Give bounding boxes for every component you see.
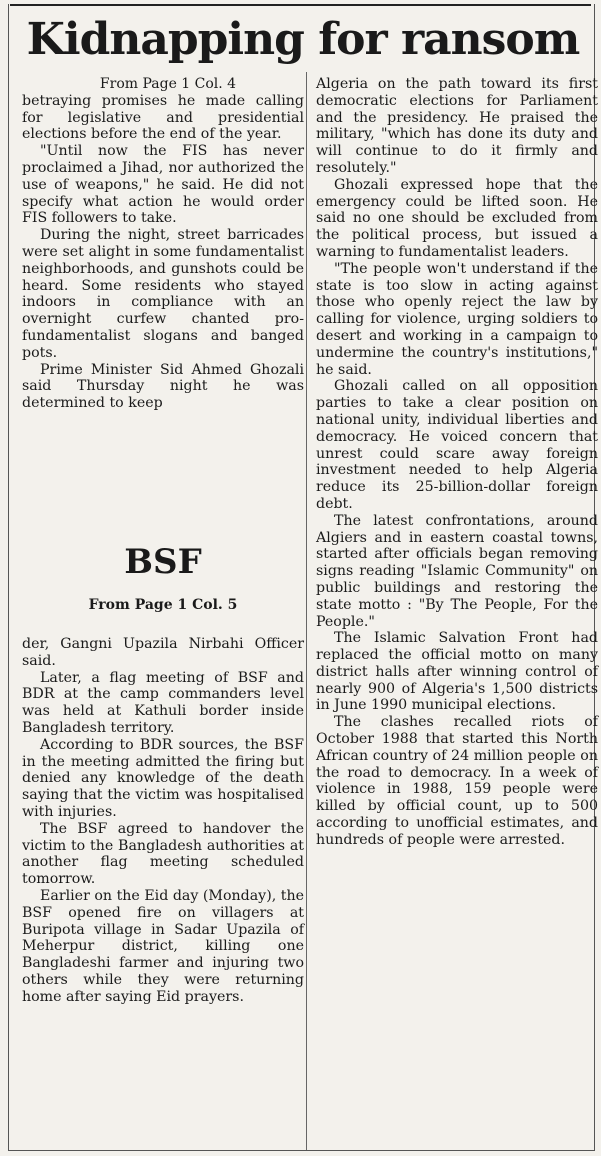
article2-heading: BSF: [124, 542, 202, 582]
article1-paragraph: Ghozali called on all opposition parties to take a clear position on national unity, individual liberties and democracy. He voiced concern that unrest could scare away foreign investment needed to help Algeria reduce its 25-billion-dollar foreign debt.: [316, 378, 598, 512]
article1-paragraph: The Islamic Salvation Front had replaced the official motto on many district halls after winning control of nearly 900 of Algeria's 1,500 districts in June 1990 municipal elections.: [316, 630, 598, 714]
bottom-border: [8, 1150, 595, 1151]
article1-paragraph: betraying promises he made calling for legislative and presidential elections before the end of the year.: [22, 92, 304, 143]
article2-paragraph: The BSF agreed to handover the victim to the Bangladesh authorities at another flag meeting scheduled tomorrow.: [22, 820, 304, 888]
article1-paragraph: The clashes recalled riots of October 1988 that started this North African country of 24 million people on the road to democracy. In a week of violence in 1988, 159 people were killed by official count, up to 500 according to unofficial estimates, and hundreds of people were arrested.: [316, 714, 598, 848]
article1-paragraph: Algeria on the path toward its first democratic elections for Parliament and the presidency. He praised the military, "which has done its duty and will continue to do it firmly and resolutely.": [316, 76, 598, 176]
article1-continued-line: From Page 1 Col. 4: [99, 76, 237, 92]
article2-continued-line: From Page 1 Col. 5: [88, 597, 238, 613]
headline: Kidnapping for ransom: [26, 14, 580, 65]
top-rule: [10, 4, 591, 6]
article1-paragraph: Ghozali expressed hope that the emergency could be lifted soon. He said no one should be excluded from the political process, but issued a warning to fundamentalist leaders.: [316, 176, 598, 260]
article1-paragraph: The latest confrontations, around Algiers and in eastern coastal towns, started after officials began removing signs reading "Islamic Community" on public buildings and restoring the state motto : "By The People, For the People.": [316, 512, 598, 630]
column-divider: [306, 72, 307, 1150]
article2-paragraph: Later, a flag meeting of BSF and BDR at the camp commanders level was held at Kathuli border inside Bangladesh territory.: [22, 669, 304, 736]
article1-paragraph: Prime Minister Sid Ahmed Ghozali said Thursday night he was determined to keep: [22, 361, 304, 412]
left-border: [8, 4, 9, 1150]
article1-right-column: [316, 76, 598, 849]
article1-paragraph: "Until now the FIS has never proclaimed a Jihad, nor authorized the use of weapons," he said. He did not specify what action he would order FIS followers to take.: [22, 143, 304, 227]
article2-paragraph: According to BDR sources, the BSF in the meeting admitted the firing but denied any knowledge of the death saying that the victim was hospitalised with injuries.: [22, 736, 304, 820]
article1-paragraph: "The people won't understand if the state is too slow in acting against those who openly reject the law by calling for violence, urging soldiers to desert and working in a campaign to undermine the country's institutions," he said.: [316, 260, 598, 378]
article1-left-column: [22, 76, 304, 412]
article1-paragraph: During the night, street barricades were set alight in some fundamentalist neighborhoods, and gunshots could be heard. Some residents who stayed indoors in compliance with an overnight curfew chanted pro-fundamentalist slogans and banged pots.: [22, 227, 304, 361]
article2-body: [22, 636, 304, 1006]
article2-paragraph: Earlier on the Eid day (Monday), the BSF opened fire on villagers at Buripota village in Sadar Upazila of Meherpur district, killing one Bangladeshi farmer and injuring two others while they were returning home after saying Eid prayers.: [22, 887, 304, 1005]
article2-paragraph: der, Gangni Upazila Nirbahi Officer said.: [22, 636, 304, 669]
